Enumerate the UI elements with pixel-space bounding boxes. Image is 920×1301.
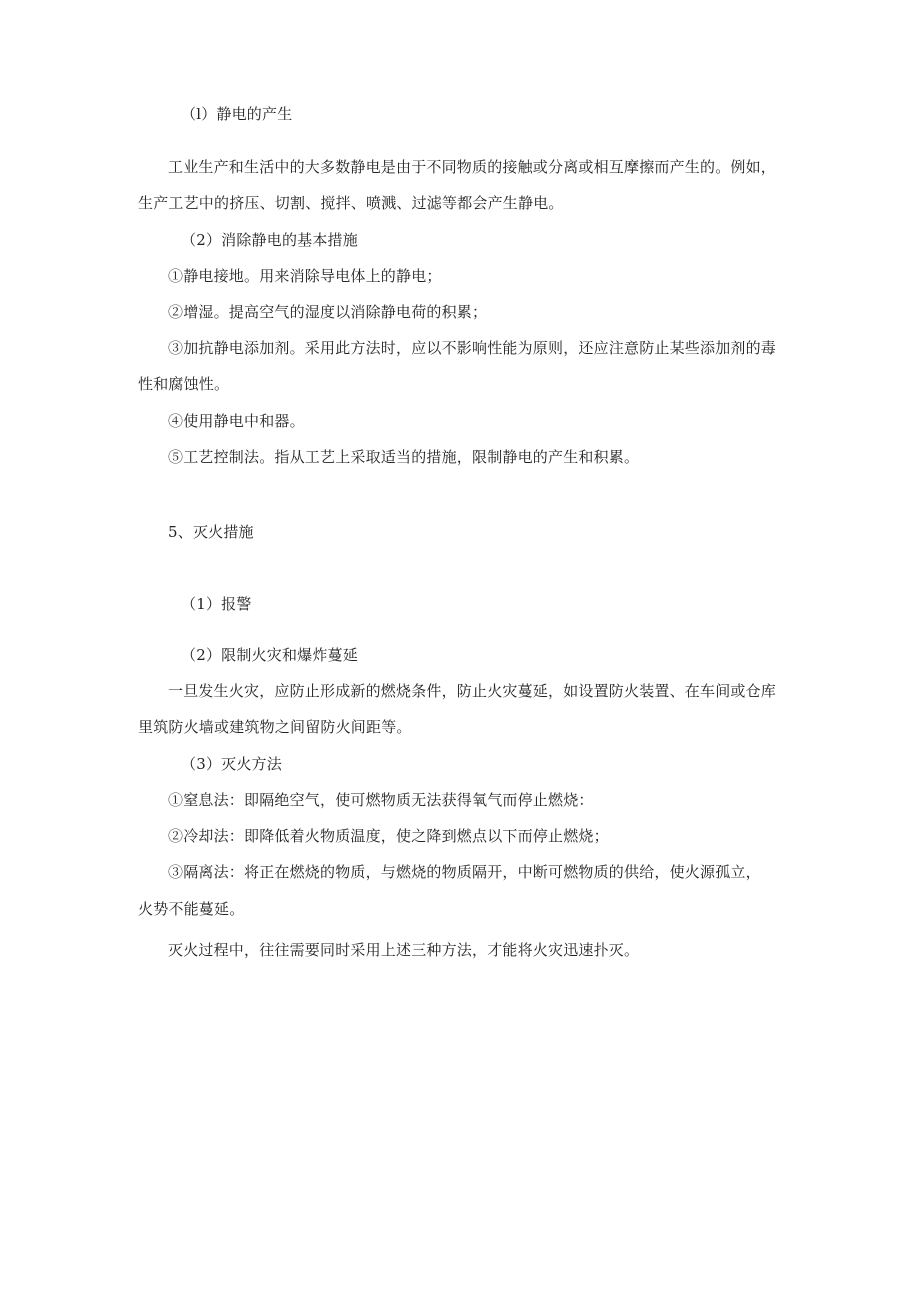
measure-item-3-line-2: 性和腐蚀性。 xyxy=(138,375,230,393)
closing-paragraph: 灭火过程中，往往需要同时采用上述三种方法，才能将火灾迅速扑灭。 xyxy=(168,941,640,959)
method-item-1: ①窒息法：即隔绝空气，使可燃物质无法获得氧气而停止燃烧： xyxy=(168,791,594,809)
measure-item-3-line-1: ③加抗静电添加剂。采用此方法时，应以不影响性能为原则，还应注意防止某些添加剂的毒 xyxy=(168,339,777,357)
generation-paragraph-line-2: 生产工艺中的挤压、切割、搅拌、喷溅、过滤等都会产生静电。 xyxy=(138,194,564,212)
measure-item-2: ②增湿。提高空气的湿度以消除静电荷的积累； xyxy=(168,303,488,321)
limit-spread-paragraph-line-1: 一旦发生火灾，应防止形成新的燃烧条件，防止火灾蔓延，如设置防火装置、在车间或仓库 xyxy=(168,682,777,700)
generation-paragraph-line-1: 工业生产和生活中的大多数静电是由于不同物质的接触或分离或相互摩擦而产生的。例如， xyxy=(168,158,777,176)
fire-section-heading: 5、灭火措施 xyxy=(168,523,254,541)
limit-spread-heading: （2）限制火灾和爆炸蔓延 xyxy=(181,646,358,664)
alarm-heading: （1）报警 xyxy=(181,595,252,613)
measure-item-4: ④使用静电中和器。 xyxy=(168,412,305,430)
generation-heading: （l）静电的产生 xyxy=(181,105,293,123)
measures-heading: （2）消除静电的基本措施 xyxy=(181,231,358,249)
method-item-2: ②冷却法：即降低着火物质温度，使之降到燃点以下而停止燃烧； xyxy=(168,827,609,845)
method-item-3-line-2: 火势不能蔓延。 xyxy=(138,900,245,918)
methods-heading: （3）灭火方法 xyxy=(181,755,282,773)
measure-item-5: ⑤工艺控制法。指从工艺上采取适当的措施，限制静电的产生和积累。 xyxy=(168,448,640,466)
method-item-3-line-1: ③隔离法：将正在燃烧的物质，与燃烧的物质隔开，中断可燃物质的供给，使火源孤立， xyxy=(168,863,761,881)
measure-item-1: ①静电接地。用来消除导电体上的静电； xyxy=(168,267,442,285)
limit-spread-paragraph-line-2: 里筑防火墙或建筑物之间留防火间距等。 xyxy=(138,718,412,736)
